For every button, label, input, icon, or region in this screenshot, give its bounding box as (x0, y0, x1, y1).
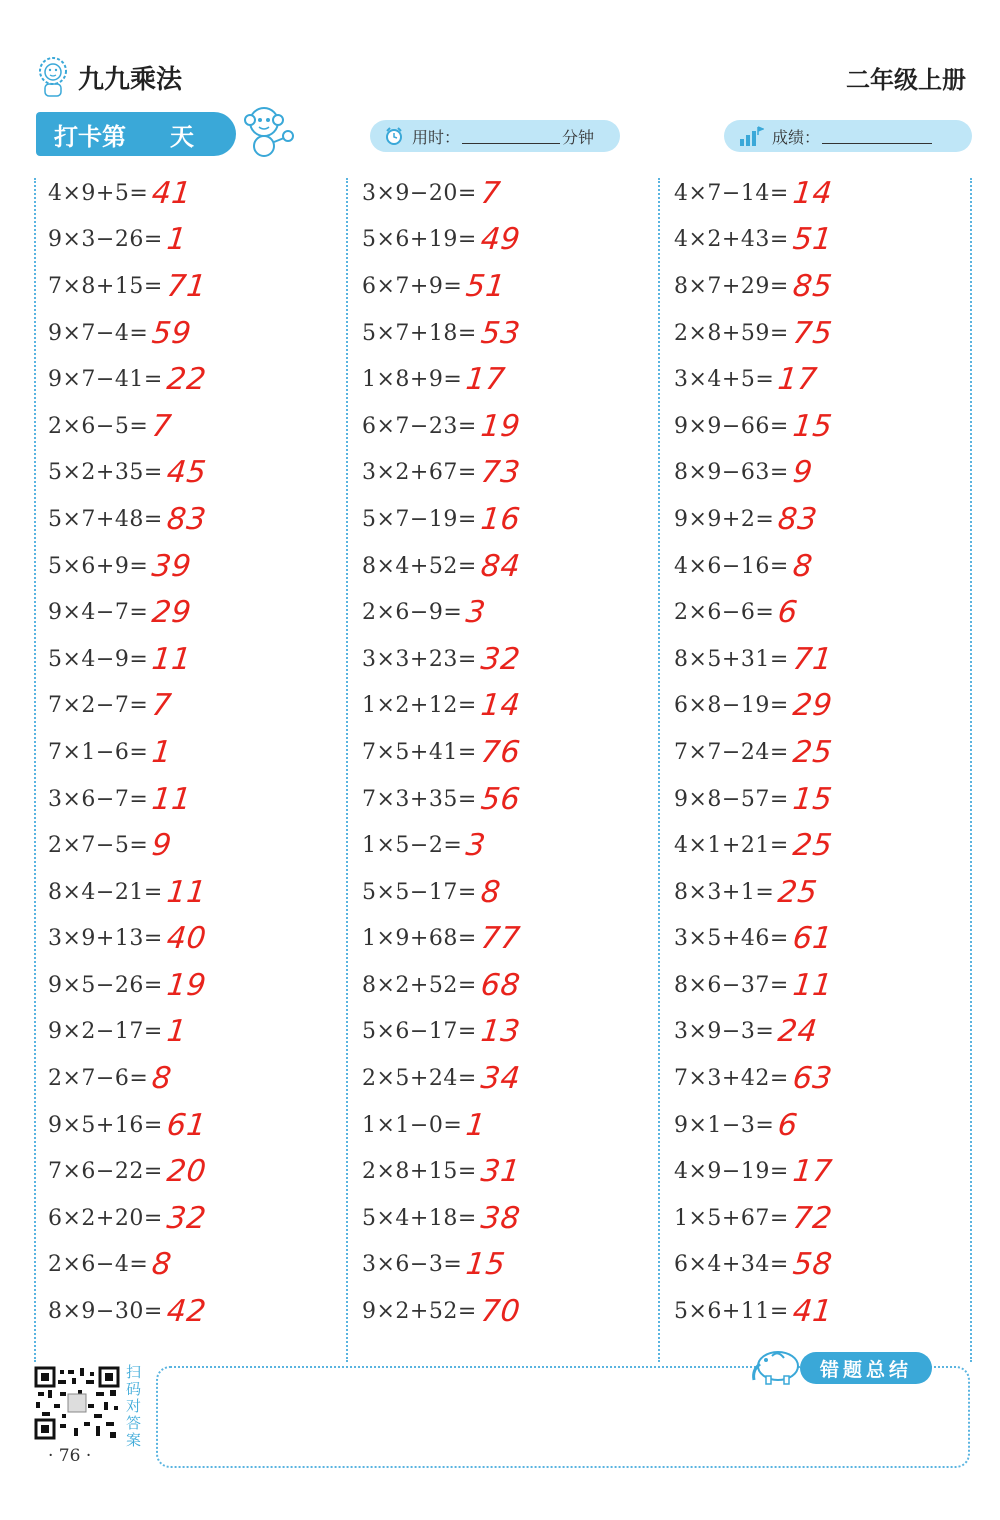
handwritten-answer[interactable]: 17 (464, 362, 508, 398)
handwritten-answer[interactable]: 7 (150, 408, 174, 444)
problem-row (362, 496, 662, 543)
problem-row (674, 822, 974, 869)
handwritten-answer[interactable]: 6 (776, 595, 800, 631)
monkey-icon (236, 100, 298, 162)
problem-row (362, 822, 662, 869)
handwritten-answer[interactable]: 9 (790, 455, 815, 491)
problem-row (48, 217, 348, 264)
equation: 2×7−5= (48, 833, 149, 859)
equation: 9×9+2= (674, 506, 775, 532)
handwritten-answer[interactable]: 15 (790, 781, 834, 817)
score-chart-icon (738, 125, 764, 147)
equation: 2×5+24= (362, 1066, 477, 1092)
problem-row (362, 310, 662, 357)
problem-row (362, 636, 662, 683)
problem-row (362, 1148, 662, 1195)
handwritten-answer[interactable]: 38 (478, 1200, 522, 1236)
problem-row (674, 217, 974, 264)
elephant-icon (748, 1346, 804, 1386)
problem-row (362, 729, 662, 776)
equation: 9×4−7= (48, 600, 149, 626)
problem-row (48, 1288, 348, 1335)
handwritten-answer[interactable]: 61 (164, 1107, 208, 1143)
problem-row (362, 543, 662, 590)
equation: 2×8+15= (362, 1159, 477, 1185)
equation: 3×2+67= (362, 460, 477, 486)
equation: 5×6+9= (48, 553, 149, 579)
equation: 5×7+18= (362, 320, 477, 346)
equation: 8×5+31= (674, 646, 789, 672)
handwritten-answer[interactable]: 8 (790, 548, 815, 584)
handwritten-answer[interactable]: 7 (150, 688, 174, 724)
score-label: 成绩： (772, 127, 821, 147)
problem-row (48, 1148, 348, 1195)
handwritten-answer[interactable]: 9 (150, 828, 174, 864)
equation: 7×1−6= (48, 739, 149, 765)
handwritten-answer[interactable]: 73 (478, 455, 522, 491)
equation: 4×9+5= (48, 180, 149, 206)
equation: 2×6−5= (48, 413, 149, 439)
handwritten-answer[interactable]: 1 (464, 1107, 488, 1143)
handwritten-answer[interactable]: 51 (790, 222, 834, 258)
handwritten-answer[interactable]: 83 (776, 501, 820, 537)
handwritten-answer[interactable]: 19 (164, 967, 208, 1003)
handwritten-answer[interactable]: 25 (776, 874, 820, 910)
equation: 3×9−3= (674, 1019, 775, 1045)
equation: 2×8+59= (674, 320, 789, 346)
equation: 9×5+16= (48, 1112, 163, 1138)
handwritten-answer[interactable]: 11 (790, 967, 834, 1003)
problem-row (674, 683, 974, 730)
problem-row (674, 403, 974, 450)
handwritten-answer[interactable]: 22 (164, 362, 208, 398)
problem-row (674, 776, 974, 823)
equation: 9×9−66= (674, 413, 789, 439)
problem-row (48, 310, 348, 357)
grade-label: 二年级上册 (846, 66, 966, 94)
equation: 5×2+35= (48, 460, 163, 486)
handwritten-answer[interactable]: 25 (790, 734, 834, 770)
qr-code-icon (34, 1366, 120, 1440)
handwritten-answer[interactable]: 11 (150, 641, 194, 677)
handwritten-answer[interactable]: 41 (790, 1294, 834, 1330)
equation: 8×4+52= (362, 553, 477, 579)
handwritten-answer[interactable]: 7 (478, 175, 503, 211)
handwritten-answer[interactable]: 17 (790, 1154, 834, 1190)
handwritten-answer[interactable]: 14 (478, 688, 522, 724)
handwritten-answer[interactable]: 25 (790, 828, 834, 864)
handwritten-answer[interactable]: 6 (776, 1107, 800, 1143)
equation: 5×4+18= (362, 1205, 477, 1231)
equation: 9×5−26= (48, 972, 163, 998)
checkin-banner (36, 112, 236, 156)
handwritten-answer[interactable]: 75 (790, 315, 834, 351)
equation: 3×4+5= (674, 367, 775, 393)
problem-row (48, 1242, 348, 1289)
handwritten-answer[interactable]: 45 (164, 455, 208, 491)
handwritten-answer[interactable]: 31 (478, 1154, 522, 1190)
equation: 3×3+23= (362, 646, 477, 672)
handwritten-answer[interactable]: 11 (164, 874, 208, 910)
problem-row (362, 1009, 662, 1056)
header-brand (34, 52, 182, 102)
equation: 1×2+12= (362, 693, 477, 719)
problem-row (48, 962, 348, 1009)
equation: 7×6−22= (48, 1159, 163, 1185)
problem-row (674, 170, 974, 217)
equation: 3×9−20= (362, 180, 477, 206)
equation: 1×5−2= (362, 833, 463, 859)
problem-row (48, 170, 348, 217)
problem-row (48, 589, 348, 636)
problem-row (362, 776, 662, 823)
handwritten-answer[interactable]: 42 (164, 1294, 208, 1330)
equation: 2×6−6= (674, 600, 775, 626)
problem-row (674, 1242, 974, 1289)
problem-row (674, 263, 974, 310)
handwritten-answer[interactable]: 83 (164, 501, 208, 537)
problem-row (48, 683, 348, 730)
handwritten-answer[interactable]: 41 (150, 175, 194, 211)
equation: 9×8−57= (674, 786, 789, 812)
problem-row (674, 1055, 974, 1102)
problem-row (48, 636, 348, 683)
handwritten-answer[interactable]: 1 (164, 222, 189, 258)
equation: 4×1+21= (674, 833, 789, 859)
equation: 3×5+46= (674, 926, 789, 952)
handwritten-answer[interactable]: 20 (164, 1154, 208, 1190)
problem-row (48, 1009, 348, 1056)
equation: 5×7−19= (362, 506, 477, 532)
clock-icon (384, 126, 404, 146)
score-field (724, 120, 972, 152)
equation: 6×8−19= (674, 693, 789, 719)
equation: 5×5−17= (362, 879, 477, 905)
handwritten-answer[interactable]: 58 (790, 1247, 834, 1283)
equation: 7×8+15= (48, 273, 163, 299)
problem-row (48, 776, 348, 823)
equation: 4×2+43= (674, 227, 789, 253)
handwritten-answer[interactable]: 16 (478, 501, 522, 537)
handwritten-answer[interactable]: 39 (150, 548, 194, 584)
score-input-line[interactable] (822, 129, 932, 144)
handwritten-answer[interactable]: 13 (478, 1014, 522, 1050)
problem-row (674, 1288, 974, 1335)
equation: 7×3+35= (362, 786, 477, 812)
handwritten-answer[interactable]: 53 (478, 315, 522, 351)
equation: 9×1−3= (674, 1112, 775, 1138)
problem-row (674, 450, 974, 497)
problem-row (362, 916, 662, 963)
equation: 8×2+52= (362, 972, 477, 998)
handwritten-answer[interactable]: 61 (790, 921, 834, 957)
equation: 6×2+20= (48, 1205, 163, 1231)
handwritten-answer[interactable]: 19 (478, 408, 522, 444)
equation: 6×7−23= (362, 413, 477, 439)
problem-row (674, 962, 974, 1009)
handwritten-answer[interactable]: 32 (478, 641, 522, 677)
problem-row (48, 729, 348, 776)
handwritten-answer[interactable]: 14 (790, 175, 834, 211)
equation: 6×4+34= (674, 1252, 789, 1278)
problem-column-1 (48, 170, 348, 1335)
problem-row (362, 1195, 662, 1242)
equation: 2×6−9= (362, 600, 463, 626)
handwritten-answer[interactable]: 84 (478, 548, 522, 584)
equation: 7×7−24= (674, 739, 789, 765)
handwritten-answer[interactable]: 11 (150, 781, 194, 817)
problem-row (48, 916, 348, 963)
problem-row (48, 822, 348, 869)
problem-row (674, 496, 974, 543)
qr-code[interactable] (34, 1366, 120, 1444)
handwritten-answer[interactable]: 32 (164, 1200, 208, 1236)
equation: 3×6−7= (48, 786, 149, 812)
handwritten-answer[interactable]: 71 (164, 268, 208, 304)
problem-row (674, 916, 974, 963)
handwritten-answer[interactable]: 15 (464, 1247, 508, 1283)
handwritten-answer[interactable]: 59 (150, 315, 194, 351)
time-field (370, 120, 620, 152)
column-border-left (34, 178, 36, 1362)
handwritten-answer[interactable]: 85 (790, 268, 834, 304)
handwritten-answer[interactable]: 8 (150, 1247, 174, 1283)
equation: 2×7−6= (48, 1066, 149, 1092)
handwritten-answer[interactable]: 49 (478, 222, 522, 258)
problem-column-3 (674, 170, 974, 1335)
equation: 5×6+19= (362, 227, 477, 253)
problem-row (48, 263, 348, 310)
handwritten-answer[interactable]: 63 (790, 1061, 834, 1097)
problem-row (674, 869, 974, 916)
problem-row (48, 1102, 348, 1149)
problem-row (362, 1288, 662, 1335)
handwritten-answer[interactable]: 24 (776, 1014, 820, 1050)
problem-row (362, 263, 662, 310)
handwritten-answer[interactable]: 76 (478, 734, 522, 770)
equation: 8×9−63= (674, 460, 789, 486)
problem-row (48, 1195, 348, 1242)
problem-row (362, 217, 662, 264)
problem-row (362, 1102, 662, 1149)
problem-row (674, 1148, 974, 1195)
equation: 8×3+1= (674, 879, 775, 905)
problem-row (674, 589, 974, 636)
handwritten-answer[interactable]: 29 (790, 688, 834, 724)
page-number: · 76 · (48, 1446, 92, 1466)
problem-row (674, 1009, 974, 1056)
handwritten-answer[interactable]: 51 (464, 268, 508, 304)
equation: 1×8+9= (362, 367, 463, 393)
equation: 6×7+9= (362, 273, 463, 299)
handwritten-answer[interactable]: 71 (790, 641, 834, 677)
problem-row (674, 356, 974, 403)
problem-row (48, 543, 348, 590)
equation: 8×9−30= (48, 1299, 163, 1325)
equation: 4×9−19= (674, 1159, 789, 1185)
problem-row (48, 356, 348, 403)
handwritten-answer[interactable]: 15 (790, 408, 834, 444)
time-input-line[interactable] (462, 129, 560, 144)
equation: 9×2+52= (362, 1299, 477, 1325)
handwritten-answer[interactable]: 40 (164, 921, 208, 957)
problem-row (674, 543, 974, 590)
problem-row (362, 1055, 662, 1102)
handwritten-answer[interactable]: 8 (150, 1061, 174, 1097)
handwritten-answer[interactable]: 8 (478, 874, 503, 910)
problem-row (362, 450, 662, 497)
problem-row (362, 869, 662, 916)
problem-row (362, 170, 662, 217)
handwritten-answer[interactable]: 34 (478, 1061, 522, 1097)
equation: 9×7−41= (48, 367, 163, 393)
equation: 9×2−17= (48, 1019, 163, 1045)
problem-row (48, 450, 348, 497)
equation: 5×6−17= (362, 1019, 477, 1045)
handwritten-answer[interactable]: 29 (150, 595, 194, 631)
equation: 5×6+11= (674, 1299, 789, 1325)
lion-logo-icon (34, 55, 72, 99)
equation: 8×4−21= (48, 879, 163, 905)
handwritten-answer[interactable]: 72 (790, 1200, 834, 1236)
handwritten-answer[interactable]: 70 (478, 1294, 522, 1330)
problem-row (48, 869, 348, 916)
problem-row (48, 403, 348, 450)
equation: 4×7−14= (674, 180, 789, 206)
handwritten-answer[interactable]: 68 (478, 967, 522, 1003)
problem-row (362, 962, 662, 1009)
problem-row (362, 403, 662, 450)
equation: 7×3+42= (674, 1066, 789, 1092)
handwritten-answer[interactable]: 17 (776, 362, 820, 398)
book-title: 九九乘法 (78, 64, 183, 95)
equation: 3×6−3= (362, 1252, 463, 1278)
banner-prefix: 打卡第 (54, 122, 126, 151)
handwritten-answer[interactable]: 3 (464, 828, 488, 864)
handwritten-answer[interactable]: 3 (464, 595, 488, 631)
problem-row (362, 1242, 662, 1289)
equation: 9×7−4= (48, 320, 149, 346)
equation: 8×6−37= (674, 972, 789, 998)
equation: 4×6−16= (674, 553, 789, 579)
equation: 1×1−0= (362, 1112, 463, 1138)
equation: 1×9+68= (362, 926, 477, 952)
problem-row (674, 310, 974, 357)
problem-row (674, 729, 974, 776)
problem-row (362, 356, 662, 403)
equation: 8×7+29= (674, 273, 789, 299)
handwritten-answer[interactable]: 1 (150, 734, 174, 770)
problem-row (48, 496, 348, 543)
problem-row (674, 1195, 974, 1242)
problem-column-2 (362, 170, 662, 1335)
equation: 1×5+67= (674, 1205, 789, 1231)
handwritten-answer[interactable]: 77 (478, 921, 522, 957)
problem-row (362, 589, 662, 636)
time-label: 用时： (412, 127, 461, 147)
problem-row (48, 1055, 348, 1102)
equation: 2×6−4= (48, 1252, 149, 1278)
time-unit: 分钟 (562, 127, 595, 147)
equation: 5×7+48= (48, 506, 163, 532)
problem-row (674, 1102, 974, 1149)
problem-row (362, 683, 662, 730)
equation: 3×9+13= (48, 926, 163, 952)
banner-suffix: 天 (170, 122, 194, 151)
equation: 7×2−7= (48, 693, 149, 719)
handwritten-answer[interactable]: 1 (164, 1014, 189, 1050)
handwritten-answer[interactable]: 56 (478, 781, 522, 817)
equation: 9×3−26= (48, 227, 163, 253)
mistake-summary-tag: 错题总结 (800, 1352, 932, 1384)
equation: 7×5+41= (362, 739, 477, 765)
scan-for-answers-label: 扫码对答案 (126, 1363, 142, 1449)
equation: 5×4−9= (48, 646, 149, 672)
problem-row (674, 636, 974, 683)
